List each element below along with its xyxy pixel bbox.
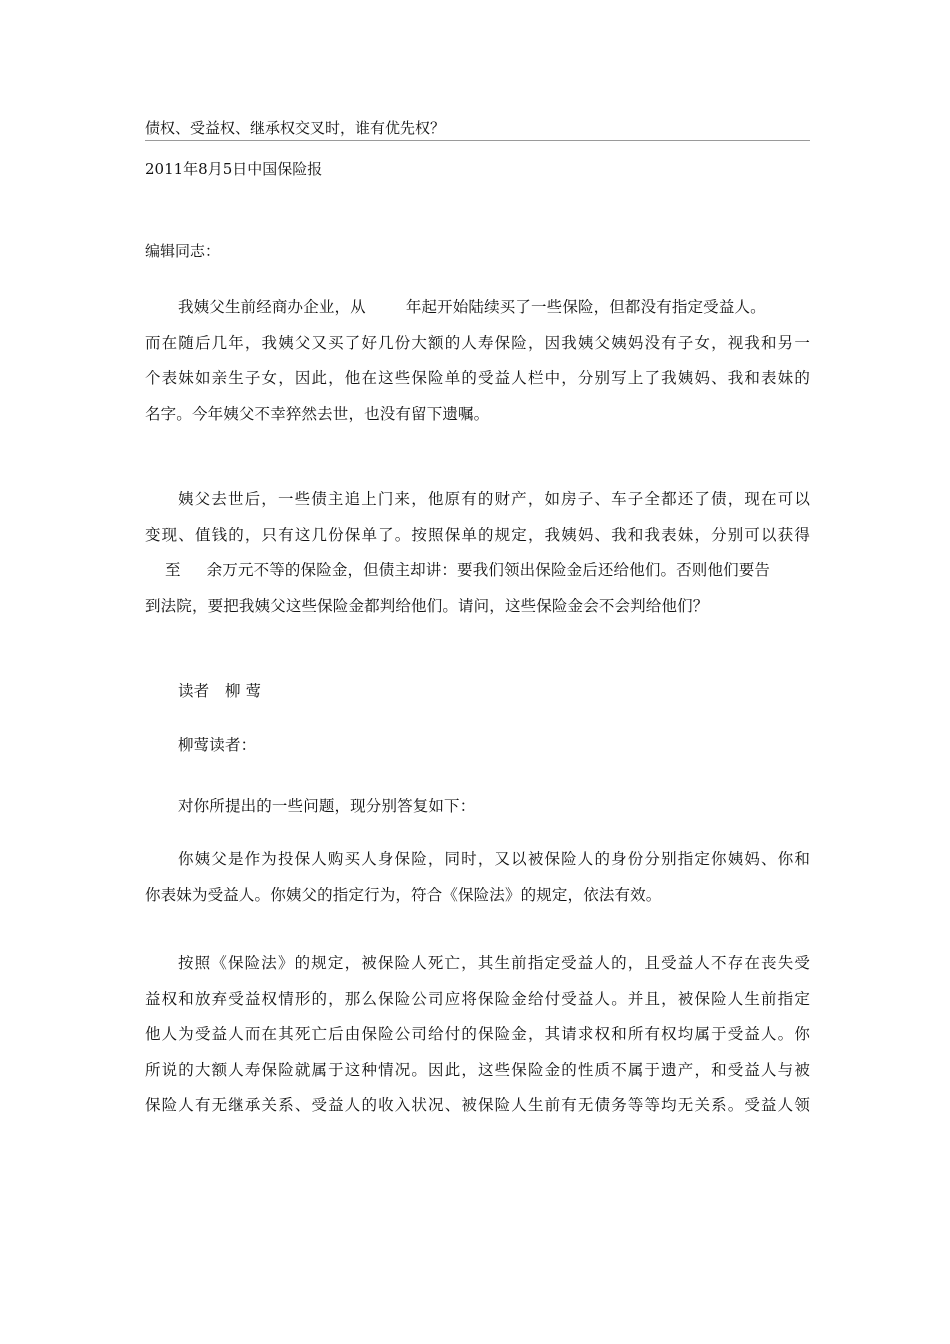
paragraph-line: 变现、值钱的，只有这几份保单了。按照保单的规定，我姨妈、我和我表妹，分别可以获得 xyxy=(145,525,810,544)
paragraph-line: 读者 柳 莺 xyxy=(178,682,262,700)
paragraph-line: 名字。今年姨父不幸猝然去世，也没有留下遗嘱。 xyxy=(145,404,490,423)
paragraph-line: 按照《保险法》的规定，被保险人死亡，其生前指定受益人的，且受益人不存在丧失受 xyxy=(178,954,810,972)
reply-salutation xyxy=(145,728,810,764)
paragraph-fragment: 余万元不等的保险金，但债主却讲：要我们领出保险金后还给他们。否则他们要告 xyxy=(206,561,771,579)
paragraph-fragment: 至 xyxy=(165,561,181,579)
letter-paragraph-2 xyxy=(145,482,810,624)
reply-paragraph-1 xyxy=(145,842,810,913)
paragraph-line: 姨父去世后，一些债主追上门来，他原有的财产，如房子、车子全都还了债，现在可以 xyxy=(178,490,810,508)
paragraph-line: 保险人有无继承关系、受益人的收入状况、被保险人生前有无债务等等均无关系。受益人领 xyxy=(145,1096,810,1114)
reader-signature xyxy=(145,674,810,710)
paragraph-line: 个表妹如亲生子女，因此，他在这些保险单的受益人栏中，分别写上了我姨妈、我和表妹的 xyxy=(145,369,810,387)
reply-intro xyxy=(145,789,810,825)
paragraph-line: 他人为受益人而在其死亡后由保险公司给付的保险金，其请求权和所有权均属于受益人。你 xyxy=(145,1025,810,1043)
paragraph-line: 而在随后几年，我姨父又买了好几份大额的人寿保险，因我姨父姨妈没有子女，视我和另一 xyxy=(145,333,810,352)
paragraph-line: 你表妹为受益人。你姨父的指定行为，符合《保险法》的规定，依法有效。 xyxy=(145,885,662,904)
reply-paragraph-2 xyxy=(145,946,810,1124)
paragraph-line: 柳莺读者： xyxy=(178,736,257,754)
paragraph-fragment: 我姨父生前经商办企业，从 xyxy=(178,298,366,316)
paragraph-line: 对你所提出的一些问题，现分别答复如下： xyxy=(178,797,476,815)
paragraph-line: 所说的大额人寿保险就属于这种情况。因此，这些保险金的性质不属于遗产，和受益人与被 xyxy=(145,1060,810,1079)
paragraph-line: 益权和放弃受益权情形的，那么保险公司应将保险金给付受益人。并且，被保险人生前指定 xyxy=(145,989,810,1008)
paragraph-line: 你姨父是作为投保人购买人身保险，同时，又以被保险人的身份分别指定你姨妈、你和 xyxy=(178,850,810,868)
paragraph-line xyxy=(145,290,810,326)
article-title: 债权、受益权、继承权交叉时，谁有优先权？ xyxy=(145,118,810,141)
article-dateline: 2011年8月5日中国保险报 xyxy=(145,160,323,178)
letter-greeting: 编辑同志： xyxy=(145,242,221,260)
paragraph-line xyxy=(145,553,810,589)
letter-paragraph-1 xyxy=(145,290,810,432)
paragraph-line: 到法院，要把我姨父这些保险金都判给他们。请问，这些保险金会不会判给他们？ xyxy=(145,596,709,615)
paragraph-fragment: 年起开始陆续买了一些保险，但都没有指定受益人。 xyxy=(405,298,766,316)
